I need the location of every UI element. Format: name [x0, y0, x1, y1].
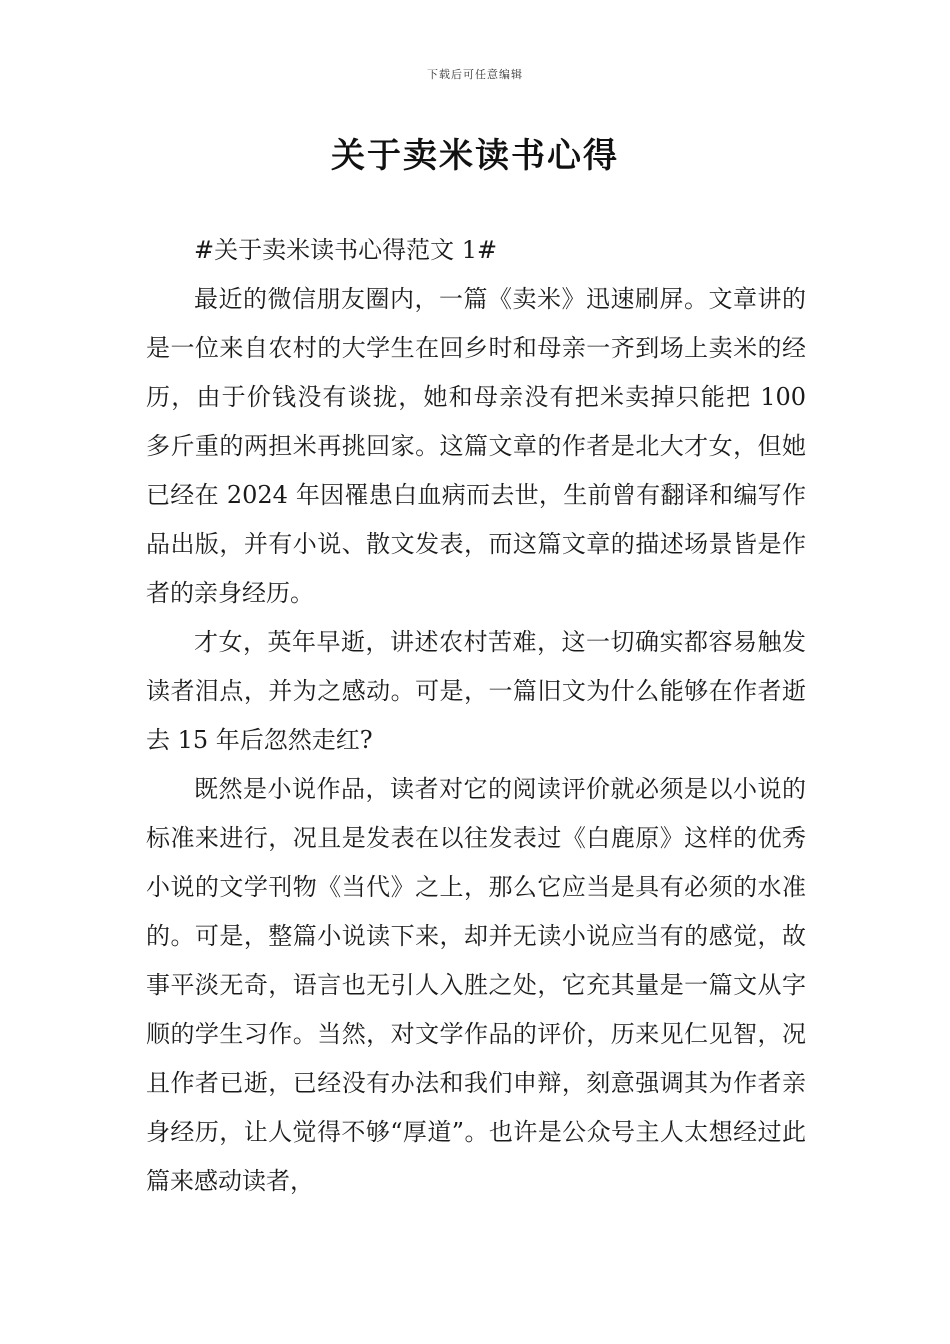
section-subheading: #关于卖米读书心得范文 1#: [194, 236, 498, 264]
paragraph-1: 最近的微信朋友圈内，一篇《卖米》迅速刷屏。文章讲的是一位来自农村的大学生在回乡时和母亲一齐到场上卖米的经历，由于价钱没有谈拢，她和母亲没有把米卖掉只能把 100 多斤重的两担米再挑回家。这篇文章的作者是北大才女，但她已经在 2024 年因罹患白血病而去世，生前曾有翻译和编写作品出版，并有小说、散文发表，而这篇文章的描述场景皆是作者的亲身经历。: [146, 285, 806, 607]
document-body: [146, 226, 806, 1206]
header-note: 下载后可任意编辑: [427, 68, 523, 81]
document-title: 关于卖米读书心得: [331, 136, 619, 176]
paragraph-2: 才女，英年早逝，讲述农村苦难，这一切确实都容易触发读者泪点，并为之感动。可是，一篇旧文为什么能够在作者逝去 15 年后忽然走红?: [146, 628, 806, 754]
paragraph-3: 既然是小说作品，读者对它的阅读评价就必须是以小说的标准来进行，况且是发表在以往发表过《白鹿原》这样的优秀小说的文学刊物《当代》之上，那么它应当是具有必须的水准的。可是，整篇小说读下来，却并无读小说应当有的感觉，故事平淡无奇，语言也无引人入胜之处，它充其量是一篇文从字顺的学生习作。当然，对文学作品的评价，历来见仁见智，况且作者已逝，已经没有办法和我们申辩，刻意强调其为作者亲身经历，让人觉得不够“厚道”。也许是公众号主人太想经过此篇来感动读者，: [146, 775, 806, 1195]
